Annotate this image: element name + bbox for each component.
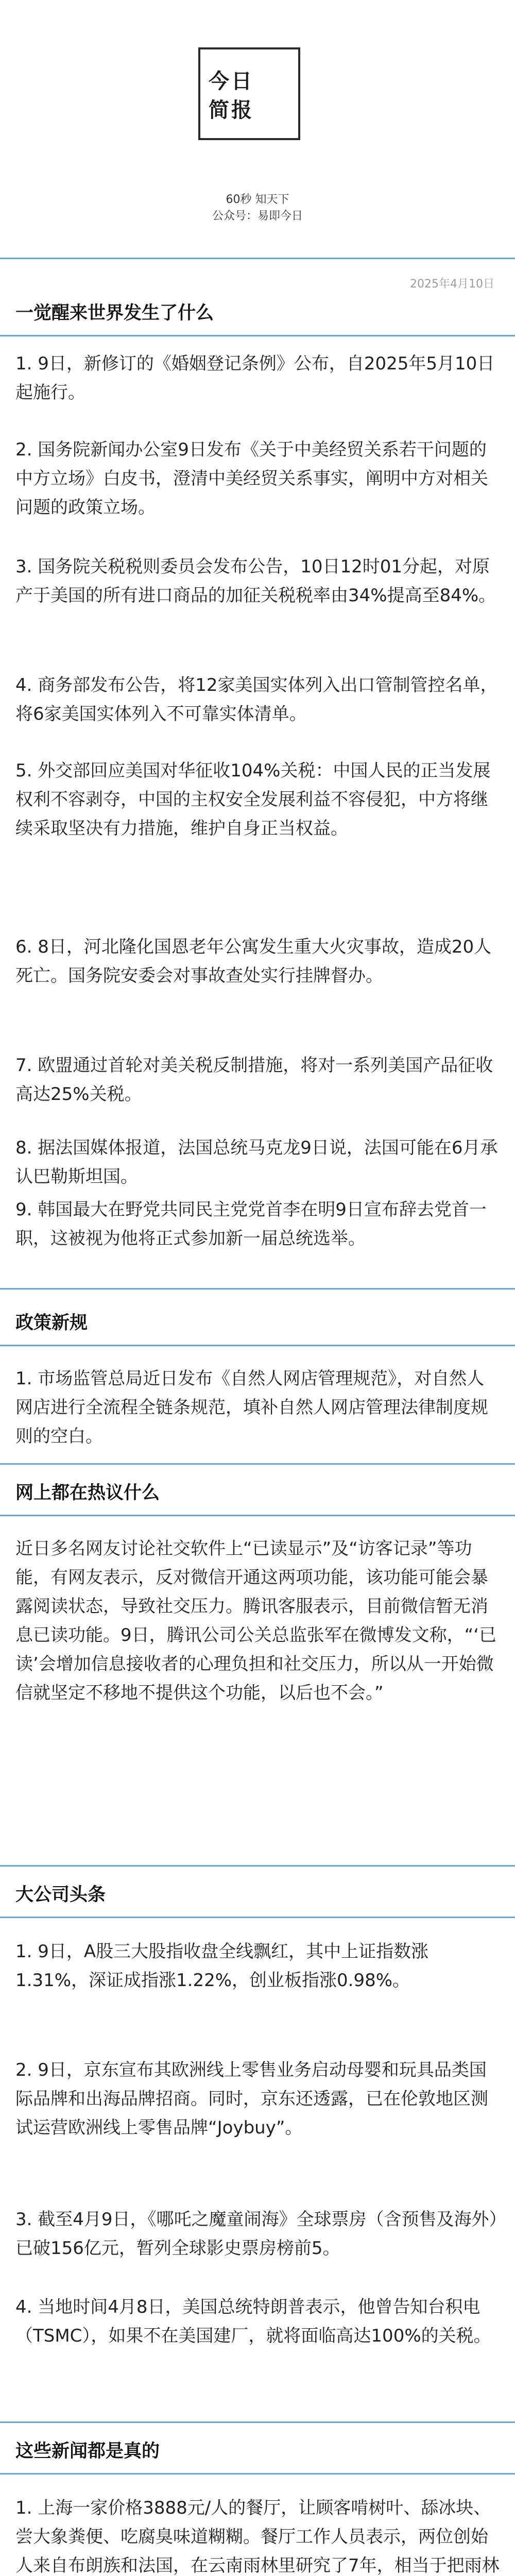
news-item: 3. 截至4月9日，《哪吒之魔童闹海》全球票房（含预售及海外）已破156亿元，暂列全球影史票房榜前5。 <box>15 2209 498 2259</box>
section-title-world: 一觉醒来世界发生了什么 <box>15 303 214 324</box>
news-item: 1. 9日，A股三大股指收盘全线飘红，其中上证指数涨1.31%，深证成指涨1.22%，创业板指涨0.98%。 <box>15 1941 429 1991</box>
news-item: 6. 8日，河北隆化国恩老年公寓发生重大火灾事故，造成20人死亡。国务院安委会对事故查处实行挂牌督办。 <box>15 937 492 986</box>
header-divider <box>0 258 515 259</box>
section-title-true-news: 这些新闻都是真的 <box>15 2441 160 2462</box>
section-divider <box>0 1917 515 1918</box>
section-divider <box>0 2473 515 2475</box>
logo-text-bottom: 简报 <box>209 98 254 122</box>
header-account: 公众号：易即今日 <box>212 210 303 223</box>
section-divider <box>0 1345 515 1346</box>
section-divider <box>0 1865 515 1867</box>
logo-text-top: 今日 <box>209 70 254 93</box>
section-title-hot: 网上都在热议什么 <box>15 1483 160 1503</box>
news-item: 1. 市场监管总局近日发布《自然人网店管理规范》，对自然人网店进行全流程全链条规范，填补自然人网店管理法律制度规则的空白。 <box>15 1368 488 1447</box>
news-item: 4. 商务部发布公告，将12家美国实体列入出口管制管控名单，将6家美国实体列入不可靠实体清单。 <box>15 675 498 724</box>
section-divider <box>0 1288 515 1290</box>
news-item: 2. 9日，京东宣布其欧洲线上零售业务启动母婴和玩具品类国际品牌和出海品牌招商。同时，京东还透露，已在伦敦地区测试运营欧洲线上零售品牌“Joybuy”。 <box>15 2060 488 2138</box>
news-item: 5. 外交部回应美国对华征收104%关税：中国人民的正当发展权利不容剥夺，中国的主权安全发展利益不容侵犯，中方将继续采取坚决有力措施，维护自身正当权益。 <box>15 760 491 839</box>
issue-date: 2025年4月10日 <box>410 278 494 291</box>
header-subtitle <box>0 192 515 225</box>
header-slogan: 60秒 知天下 <box>226 193 289 206</box>
news-item: 1. 上海一家价格3888元/人的餐厅，让顾客啃树叶、舔冰块、尝大象粪便、吃腐臭味道糊糊。餐厅工作人员表示，两位创始人来自布朗族和法国，在云南雨林里研究了7年，相当于把雨林 <box>15 2498 500 2576</box>
news-item: 3. 国务院关税税则委员会发布公告，10日12时01分起，对原产于美国的所有进口商品的加征关税税率由34%提高至84%。 <box>15 556 496 606</box>
section-title-companies: 大公司头条 <box>15 1885 106 1905</box>
news-item: 8. 据法国媒体报道，法国总统马克龙9日说，法国可能在6月承认巴勒斯坦国。 <box>15 1138 498 1187</box>
news-item: 近日多名网友讨论社交软件上“已读显示”及“访客记录”等功能，有网友表示，反对微信开通这两项功能，该功能可能会暴露阅读状态，导致社交压力。腾讯客服表示，目前微信暂无消息已读功能。9日，腾讯公司公关总监张军在微博发文称，“‘已读’会增加信息接收者的心理负担和社交压力，所以从一开始微信就坚定不移地不提供这个功能，以后也不会。” <box>15 1538 497 1703</box>
news-item: 9. 韩国最大在野党共同民主党党首李在明9日宣布辞去党首一职，这被视为他将正式参加新一届总统选举。 <box>15 1199 487 1249</box>
section-divider <box>0 2421 515 2423</box>
section-divider <box>0 1515 515 1516</box>
news-item: 1. 9日，新修订的《婚姻登记条例》公布，自2025年5月10日起施行。 <box>15 353 495 403</box>
section-divider <box>0 1463 515 1465</box>
news-item: 2. 国务院新闻办公室9日发布《关于中美经贸关系若干问题的中方立场》白皮书，澄清中美经贸关系事实，阐明中方对相关问题的政策立场。 <box>15 439 488 518</box>
logo <box>198 47 300 140</box>
section-title-policy: 政策新规 <box>15 1313 88 1333</box>
section-divider <box>0 335 515 336</box>
news-item: 4. 当地时间4月8日，美国总统特朗普表示，他曾告知台积电（TSMC），如果不在美国建厂，就将面临高达100%的关税。 <box>15 2297 491 2346</box>
news-item: 7. 欧盟通过首轮对美关税反制措施，将对一系列美国产品征收高达25%关税。 <box>15 1055 493 1105</box>
